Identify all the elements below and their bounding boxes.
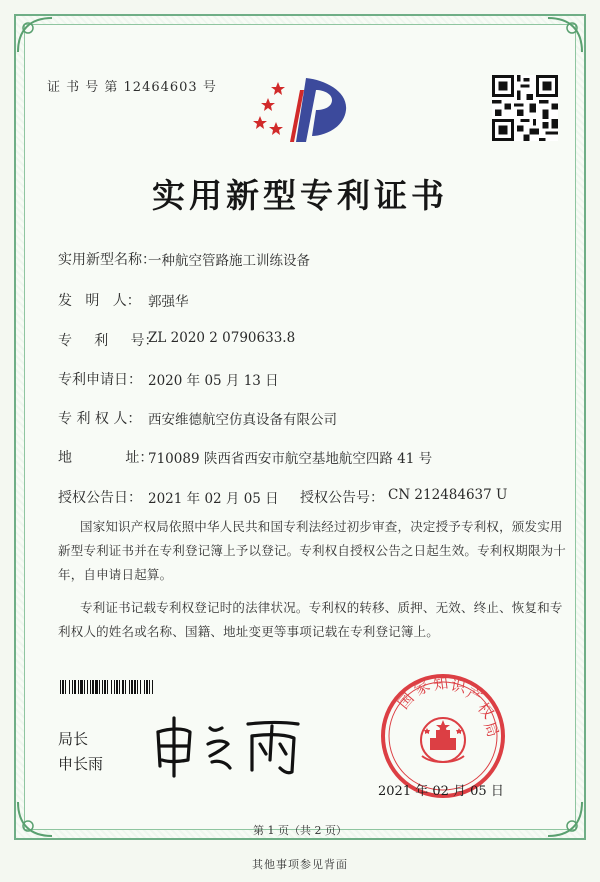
paragraph-line: 利权人的姓名或名称、国籍、地址变更等事项记载在专利登记簿上。: [58, 624, 440, 639]
field-label-patent-no: 专 利 号：: [58, 333, 159, 349]
svg-text:权: 权: [473, 699, 498, 723]
signatory-name: 申长雨: [58, 755, 104, 773]
field-value-grant-no: CN 212484637 U: [388, 487, 508, 503]
field-label-address: 地 址：: [58, 450, 154, 466]
field-label-name: 实用新型名称：: [58, 252, 156, 268]
barcode-bar: [153, 680, 154, 694]
corner-ornament-icon: [546, 16, 584, 54]
paragraph-line: 专利证书记载专利权登记时的法律状况。专利权的转移、质押、无效、终止、恢复和专: [80, 600, 563, 615]
svg-text:局: 局: [480, 719, 503, 740]
certificate-number: 证 书 号 第 12464603 号: [47, 80, 217, 95]
page-title: 实用新型专利证书: [152, 176, 448, 215]
svg-text:产: 产: [463, 683, 486, 707]
paragraph-line: 新型专利证书并在专利登记簿上予以登记。专利权自授权公告之日起生效。专利权期限为十: [58, 543, 567, 558]
svg-text:知: 知: [432, 674, 450, 694]
field-value-patent-no: ZL 2020 2 0790633.8: [148, 330, 296, 346]
paragraph-line: 国家知识产权局依照中华人民共和国专利法经过初步审查，决定授予专利权，颁发实用: [80, 519, 563, 534]
field-label-grant-no: 授权公告号：: [300, 490, 384, 506]
qr-code-icon: [492, 75, 558, 141]
signatory-title: 局长: [58, 730, 89, 748]
field-value-inventor: 郭强华: [148, 294, 189, 310]
field-value-name: 一种航空管路施工训练设备: [148, 253, 310, 269]
field-label-inventor: 发 明 人：: [58, 293, 141, 309]
corner-ornament-icon: [16, 16, 54, 54]
footer-note: 其他事项参见背面: [252, 858, 348, 871]
field-value-owner: 西安维德航空仿真设备有限公司: [148, 412, 337, 428]
barcode-icon: [60, 680, 260, 694]
svg-text:国: 国: [394, 689, 418, 713]
field-value-grant-date: 2021 年 02 月 05 日: [148, 491, 279, 507]
field-value-filing-date: 2020 年 05 月 13 日: [148, 373, 279, 389]
field-label-filing-date: 专利申请日：: [58, 372, 142, 388]
field-value-address: 710089 陕西省西安市航空基地航空四路 41 号: [148, 451, 433, 467]
page-number: 第 1 页（共 2 页）: [253, 824, 347, 837]
field-label-grant-date: 授权公告日：: [58, 490, 142, 506]
paragraph-line: 年，自申请日起算。: [58, 567, 173, 582]
svg-text:识: 识: [449, 676, 468, 697]
patent-office-logo-icon: [248, 70, 358, 150]
field-label-owner: 专 利 权 人：: [58, 411, 142, 427]
handwritten-signature: [148, 710, 308, 778]
official-seal-stamp: [372, 668, 514, 798]
svg-text:家: 家: [411, 676, 434, 700]
seal-date: 2021 年 02 月 05 日: [378, 784, 504, 799]
